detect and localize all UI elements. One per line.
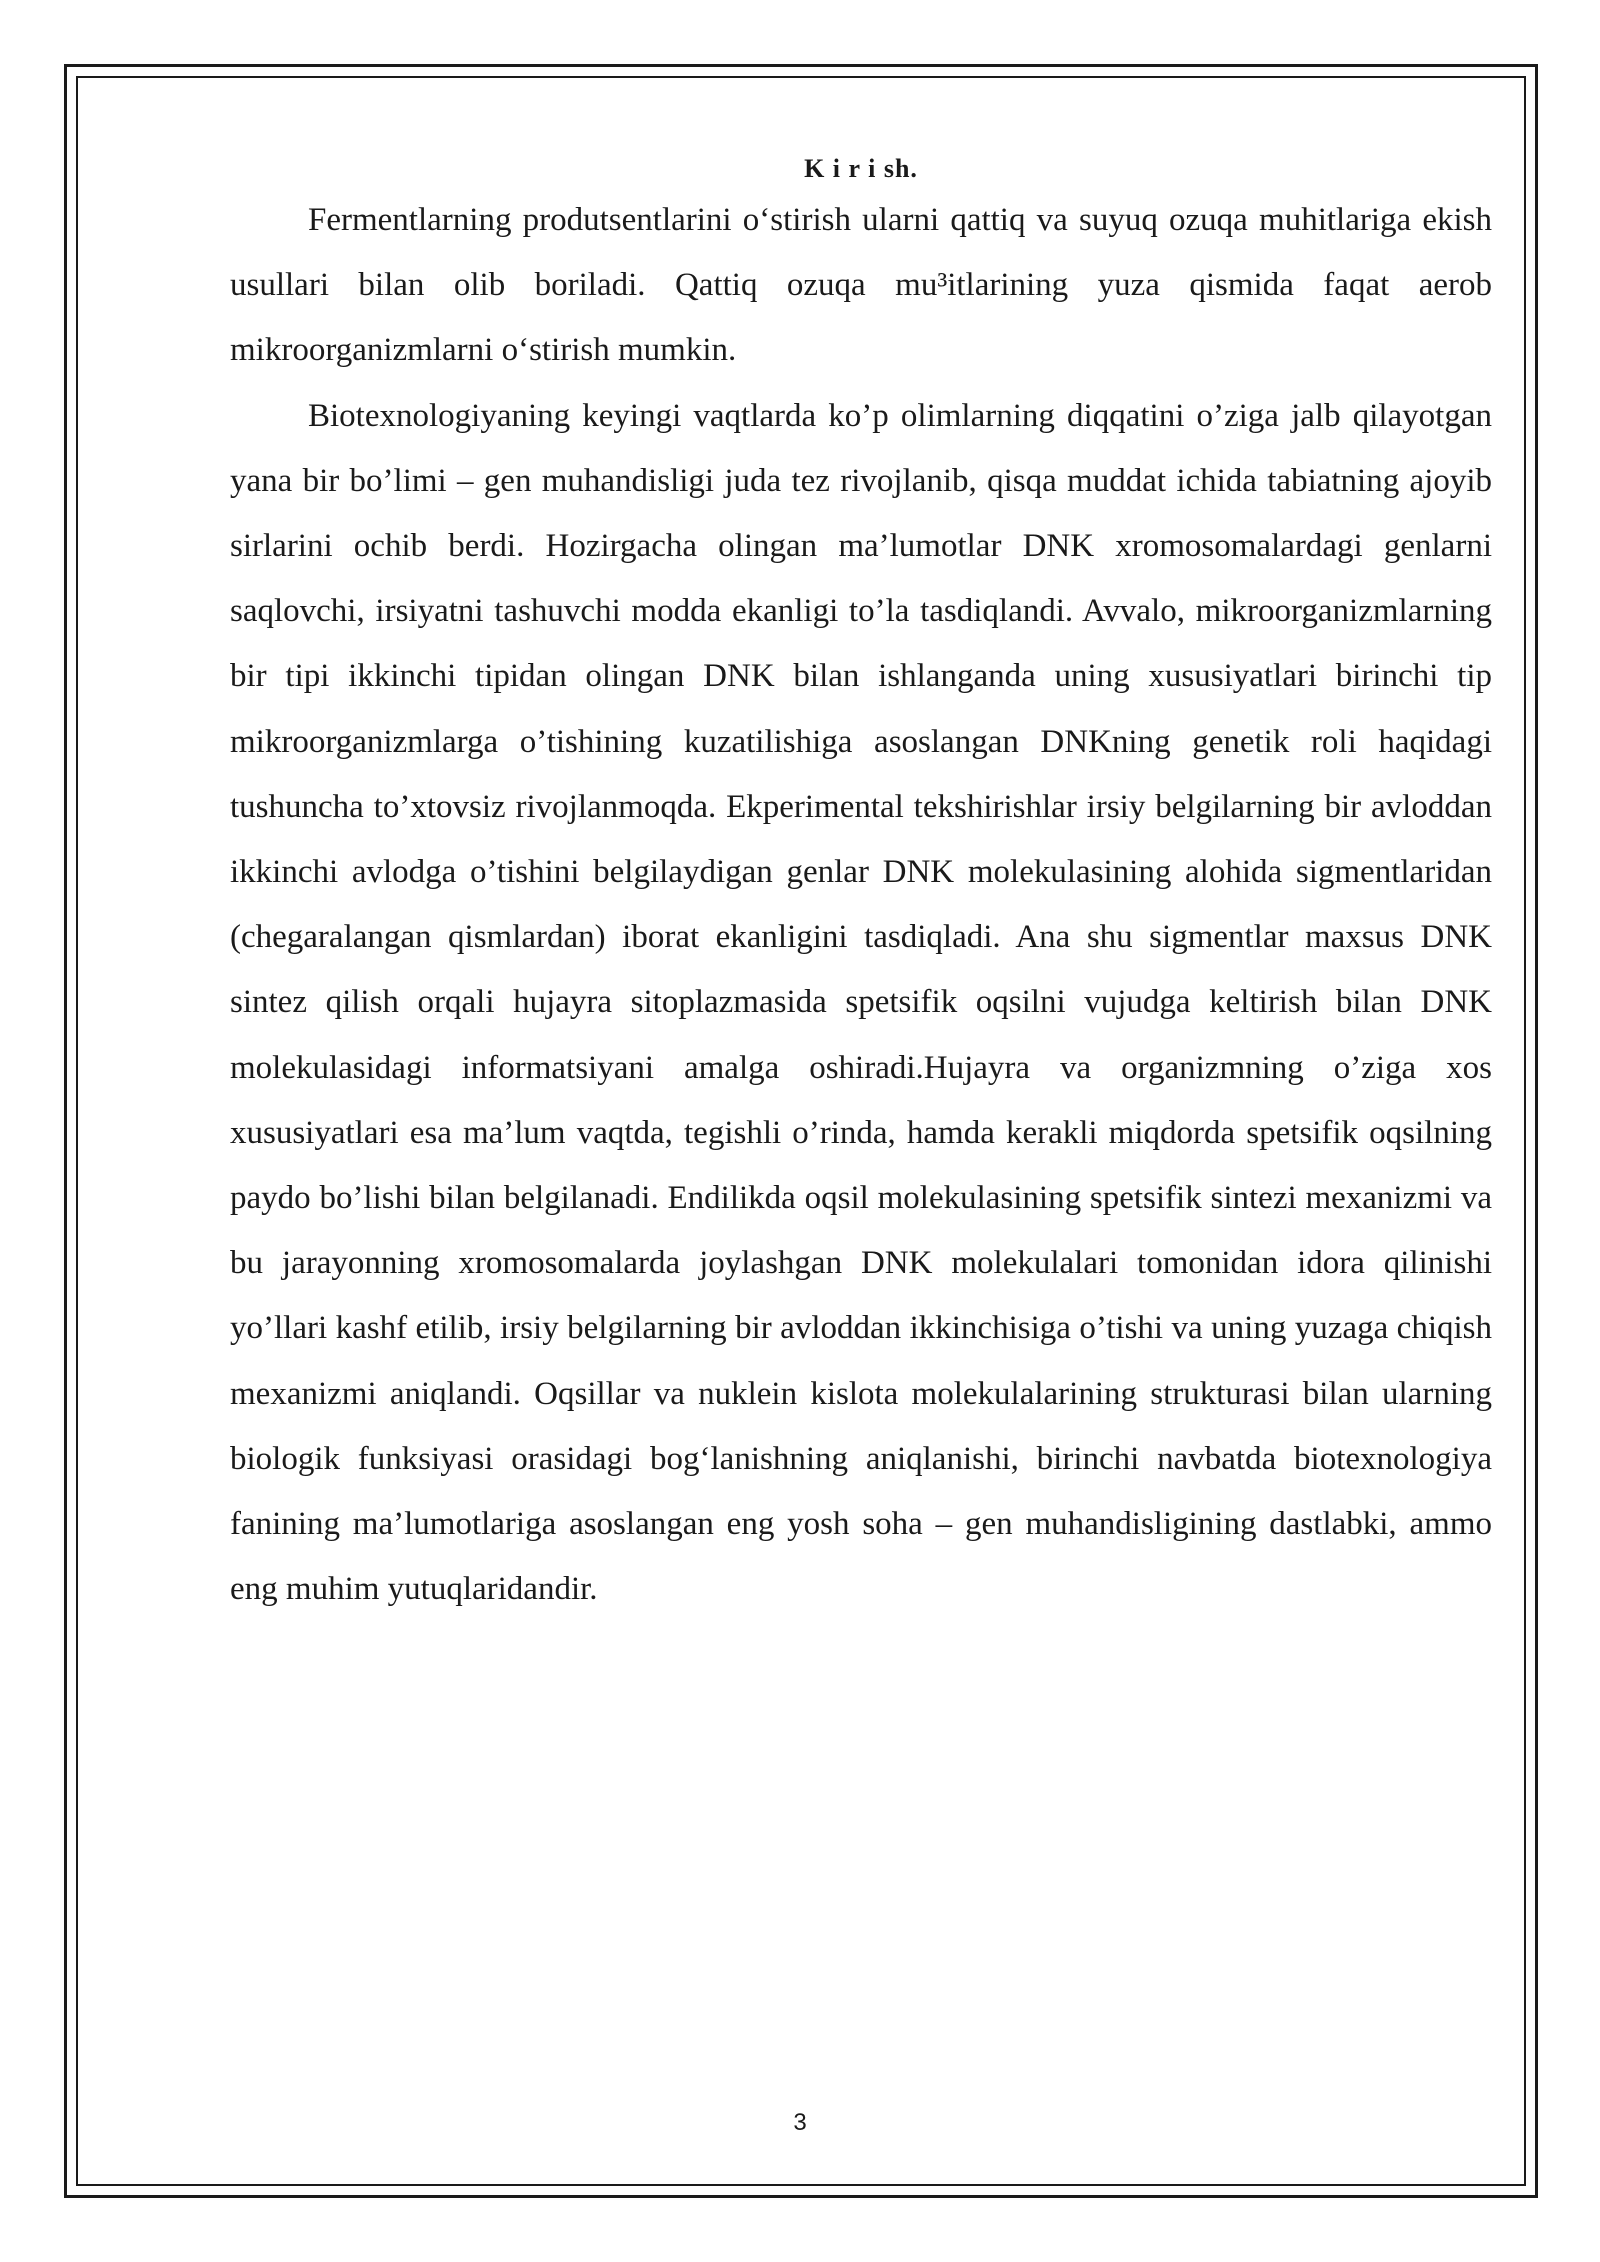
paragraph-1: Fermentlarning produtsentlarini o‘stirish ularni qattiq va suyuq ozuqa muhitlariga ekish usullari bilan olib boriladi. Qattiq ozuqa mu³itlarining yuza qismida faqat aerob mikroorganizmlarni o‘stirish mumkin. <box>230 202 1492 369</box>
page-content <box>230 150 1492 1622</box>
section-heading: K i r i sh. <box>804 154 918 183</box>
paragraph-2: Biotexnologiyaning keyingi vaqtlarda ko’p olimlarning diqqatini o’ziga jalb qilayotgan yana bir bo’limi – gen muhandisligi juda tez rivojlanib, qisqa muddat ichida tabiatning ajoyib sirlarini ochib berdi. Hozirgacha olingan ma’lumotlar DNK xromosomalardagi genlarni saqlovchi, irsiyatni tashuvchi modda ekanligi to’la tasdiqlandi. Avvalo, mikroorganizmlarning bir tipi ikkinchi tipidan olingan DNK bilan ishlanganda uning xususiyatlari birinchi tip mikroorganizmlarga o’tishining kuzatilishiga asoslangan DNKning genetik roli haqidagi tushuncha to’xtovsiz rivojlanmoqda. Ekperimental tekshirishlar irsiy belgilarning bir avloddan ikkinchi avlodga o’tishini belgilaydigan genlar DNK molekulasining alohida sigmentlaridan (chegaralangan qismlardan) iborat ekanligini tasdiqladi. Ana shu sigmentlar maxsus DNK sintez qilish orqali hujayra sitoplazmasida spetsifik oqsilni vujudga keltirish bilan DNK molekulasidagi informatsiyani amalga oshiradi.Hujayra va organizmning o’ziga xos xususiyatlari esa ma’lum vaqtda, tegishli o’rinda, hamda kerakli miqdorda spetsifik oqsilning paydo bo’lishi bilan belgilanadi. Endilikda oqsil molekulasining spetsifik sintezi mexanizmi va bu jarayonning xromosomalarda joylashgan DNK molekulalari tomonidan idora qilinishi yo’llari kashf etilib, irsiy belgilarning bir avloddan ikkinchisiga o’tishi va uning yuzaga chiqish mexanizmi aniqlandi. Oqsillar va nuklein kislota molekulalarining strukturasi bilan ularning biologik funksiyasi orasidagi bog‘lanishning aniqlanishi, birinchi navbatda biotexnologiya fanining ma’lumotlariga asoslangan eng yosh soha – gen muhandisligining dastlabki, ammo eng muhim yutuqlaridandir. <box>230 397 1492 1608</box>
page-number: 3 <box>793 2109 807 2136</box>
